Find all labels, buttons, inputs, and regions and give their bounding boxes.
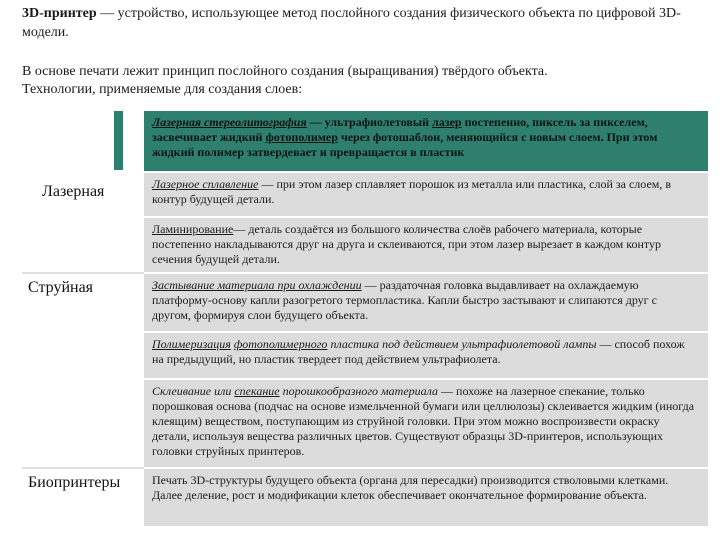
term-laser-sintering[interactable]: Лазерное сплавление bbox=[152, 177, 259, 191]
term-binding: Склеивание bbox=[152, 384, 212, 398]
row-stereolithography bbox=[144, 111, 708, 172]
table-row bbox=[22, 111, 708, 172]
intro-text: — устройство, использующее метод послойного создания физического объекта по цифровой 3D-модели. bbox=[22, 6, 681, 40]
category-laser bbox=[22, 111, 144, 273]
sla-text-3: через фотошаблон, меняющийся с новым слоем. При этом жидкий полимер затвердевает и превращается в пластик bbox=[152, 130, 658, 159]
row-uv-polymerization bbox=[144, 332, 708, 379]
category-bio bbox=[22, 468, 144, 527]
table-row bbox=[22, 273, 708, 332]
category-bio-label: Биопринтеры bbox=[28, 474, 121, 491]
binding-text: — похоже на лазерное спекание, только порошковая основа (подчас на основе измельченной бумаги или целлюлозы) склеивается жидким (иногда клеящим) веществом, поступающим из струйной головки. При этом можно воспроизвести окраску детали, используя вещества различных цветов. Существуют образцы 3D-принтеров, использующих головки струйных принтеров. bbox=[152, 384, 695, 458]
link-laser[interactable]: лазер bbox=[432, 115, 462, 129]
binding-or: или bbox=[211, 384, 235, 398]
cooling-text: — раздаточная головка выдавливает на охлаждаемую платформу-основу капли разогретого термопластика. Капли быстро застывают и слипаются друг с другом, формируя слои будущего объекта. bbox=[152, 278, 657, 322]
row-bioprinting bbox=[144, 468, 708, 527]
basis-line-2: Технологии, применяемые для создания слоев: bbox=[22, 82, 303, 97]
category-laser-label: Лазерная bbox=[42, 182, 105, 200]
row-laser-sintering bbox=[144, 172, 708, 217]
row-binding bbox=[144, 379, 708, 468]
technologies-table bbox=[22, 111, 708, 528]
binding-term-rest: порошкообразного материала bbox=[279, 384, 439, 398]
intro-term: 3D-принтер bbox=[22, 6, 97, 21]
table-row bbox=[22, 468, 708, 527]
sla-text-1: — ультрафиолетовый bbox=[306, 115, 433, 129]
link-photopolymer[interactable]: фотополимер bbox=[265, 130, 338, 144]
term-photopolymer[interactable]: фотополимерного bbox=[233, 337, 328, 351]
accent-bar bbox=[114, 111, 123, 170]
term-cooling[interactable]: Застывание материала при охлаждении bbox=[152, 278, 362, 292]
row-lamination bbox=[144, 217, 708, 273]
term-sintering[interactable]: спекание bbox=[234, 384, 280, 398]
term-stereolithography[interactable]: Лазерная стереолитография bbox=[152, 115, 307, 129]
basis-paragraph bbox=[22, 63, 712, 99]
intro-paragraph bbox=[22, 4, 712, 42]
category-inkjet-label: Струйная bbox=[28, 279, 94, 296]
term-lamination[interactable]: Ламинирование bbox=[152, 222, 234, 236]
uv-text: — способ похож на предыдущий, но пластик твердеет под действием ультрафиолета. bbox=[152, 337, 685, 366]
sintering-text: — при этом лазер сплавляет порошок из металла или пластика, слой за слоем, в контур будущей детали. bbox=[152, 177, 672, 206]
sla-text-2: постепенно, пиксель за пикселем, засвечивает жидкий bbox=[152, 115, 648, 144]
row-cooling bbox=[144, 273, 708, 332]
basis-line-1: В основе печати лежит принцип послойного создания (выращивания) твёрдого объекта. bbox=[22, 64, 548, 79]
term-polymerization[interactable]: Полимеризация bbox=[152, 337, 231, 351]
lamination-text: — деталь создаётся из большого количества слоёв рабочего материала, которые постепенно накладываются друг на друга и склеиваются, при этом лазер вырезает в каждом контур сечения будущей детали. bbox=[152, 222, 661, 266]
uv-term-rest: пластика под действием ультрафиолетовой лампы bbox=[327, 337, 597, 351]
bio-text: Печать 3D-структуры будущего объекта (органа для пересадки) производится стволовыми клетками. Далее деление, рост и модификации клеток обеспечивает окончательное формирование объекта. bbox=[152, 473, 669, 502]
category-inkjet bbox=[22, 273, 144, 468]
